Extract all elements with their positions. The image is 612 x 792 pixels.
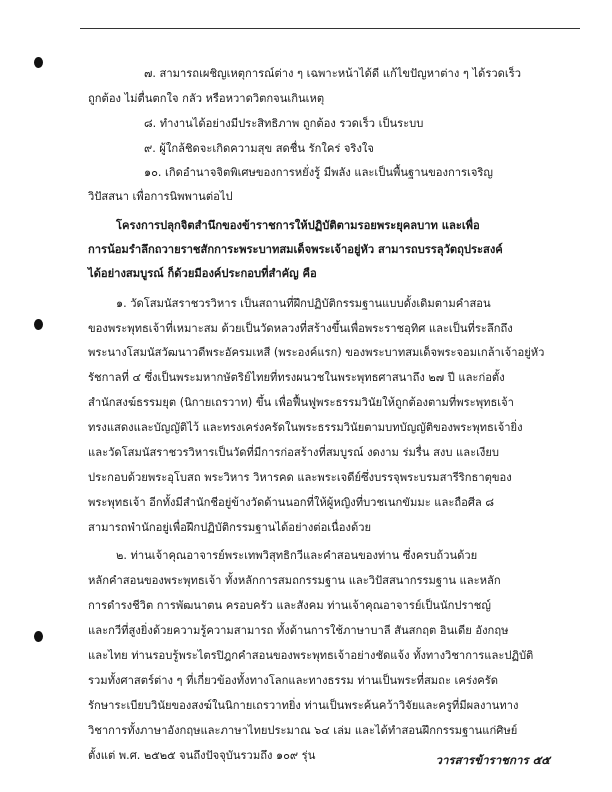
text-line: พระพุทธเจ้า อีกทั้งมีสำนักชีอยู่ข้างวัดด้านนอกที่ให้ผู้หญิงที่บวชเนกขัมมะ และถือศีล ๘ — [88, 496, 494, 509]
punch-hole-top — [34, 57, 43, 68]
bold-heading-line: ได้อย่างสมบูรณ์ ก็ด้วยมีองค์ประกอบที่สำคัญ คือ — [88, 267, 317, 280]
text-line: การดำรงชีวิต การพัฒนาตน ครอบครัว และสังคม ท่านเจ้าคุณอาจารย์เป็นนักปราชญ์ — [88, 599, 491, 612]
punch-hole-bottom — [34, 631, 43, 642]
text-line: ตั้งแต่ พ.ศ. ๒๕๒๕ จนถึงปัจจุบันรวมถึง ๑๐๙ รุ่น — [88, 749, 316, 762]
text-line: และวัดโสมนัสราชวรวิหารเป็นวัดที่มีการก่อสร้างที่สมบูรณ์ งดงาม ร่มรื่น สงบ และเงียบ — [88, 446, 500, 459]
text-line: ถูกต้อง ไม่ตื่นตกใจ กลัว หรือหวาดวิตกจนเกินเหตุ — [88, 92, 325, 105]
text-line: ๒. ท่านเจ้าคุณอาจารย์พระเทพวิสุทธิกวีและคำสอนของท่าน ซึ่งครบถ้วนด้วย — [116, 549, 478, 562]
text-line: ๑. วัดโสมนัสราชวรวิหาร เป็นสถานที่ฝึกปฏิบัติกรรมฐานแบบดั้งเดิมตามคำสอน — [116, 297, 491, 310]
text-line: รัชกาลที่ ๔ ซึ่งเป็นพระมหากษัตริย์ไทยที่ทรงผนวชในพระพุทธศาสนาถึง ๒๗ ปี และก่อตั้ง — [88, 371, 505, 384]
punch-hole-middle — [34, 319, 43, 330]
text-line: ๑๐. เกิดอำนาจจิตพิเศษของการหยั่งรู้ มีพลัง และเป็นพื้นฐานของการเจริญ — [144, 166, 493, 179]
text-line: รักษาระเบียบวินัยของสงฆ์ในนิกายเถรวาทยิ่ง ท่านเป็นพระค้นคว้าวิจัยและครูที่มีผลงานทาง — [88, 699, 519, 712]
text-line: และกวีที่สูงยิ่งด้วยความรู้ความสามารถ ทั้งด้านการใช้ภาษาบาลี สันสกฤต อินเดีย อังกฤษ — [88, 624, 509, 637]
text-line: ประกอบด้วยพระอุโบสถ พระวิหาร วิหารคด และพระเจดีย์ซึ่งบรรจุพระบรมสารีริกธาตุของ — [88, 471, 512, 484]
top-rule — [80, 28, 580, 29]
text-line: ๗. สามารถเผชิญเหตุการณ์ต่าง ๆ เฉพาะหน้าได้ดี แก้ไขปัญหาต่าง ๆ ได้รวดเร็ว — [144, 67, 521, 80]
bold-heading-line: โครงการปลุกจิตสำนึกของข้าราชการให้ปฏิบัติตามรอยพระยุคลบาท และเพื่อ — [116, 219, 480, 232]
text-line: รวมทั้งศาสตร์ต่าง ๆ ที่เกี่ยวข้องทั้งทางโลกและทางธรรม ท่านเป็นพระที่สมถะ เคร่งครัด — [88, 674, 499, 687]
text-line: สำนักสงฆ์ธรรมยุต (นิกายเถรวาท) ขึ้น เพื่อฟื้นฟูพระธรรมวินัยให้ถูกต้องตามที่พระพุทธเจ้า — [88, 396, 514, 409]
footer-journal-page: วารสารข้าราชการ ๕๕ — [435, 753, 550, 767]
text-line: หลักคำสอนของพระพุทธเจ้า ทั้งหลักการสมถกรรมฐาน และวิปัสสนากรรมฐาน และหลัก — [88, 574, 501, 587]
text-line: ๙. ผู้ใกล้ชิดจะเกิดความสุข สดชื่น รักใคร่ จริงใจ — [144, 142, 374, 155]
text-line: พระนางโสมนัสวัฒนาวดีพระอัครมเหสี (พระองค์แรก) ของพระบาทสมเด็จพระจอมเกล้าเจ้าอยู่หัว — [88, 346, 545, 359]
text-line: วิปัสสนา เพื่อการนิพพานต่อไป — [88, 190, 233, 203]
bold-heading-line: การน้อมรำลึกถวายราชสักการะพระบาทสมเด็จพระเจ้าอยู่หัว สามารถบรรลุวัตถุประสงค์ — [88, 243, 503, 256]
text-line: ๘. ทำงานได้อย่างมีประสิทธิภาพ ถูกต้อง รวดเร็ว เป็นระบบ — [144, 117, 424, 130]
text-line: ทรงแสดงและบัญญัติไว้ และทรงเคร่งครัดในพระธรรมวินัยตามบทบัญญัติของพระพุทธเจ้ายิ่ง — [88, 421, 523, 434]
text-line: สามารถพำนักอยู่เพื่อฝึกปฏิบัติกรรมฐานได้อย่างต่อเนื่องด้วย — [88, 521, 372, 534]
text-line: และไทย ท่านรอบรู้พระไตรปิฎกคำสอนของพระพุทธเจ้าอย่างชัดแจ้ง ทั้งทางวิชาการและปฏิบัติ — [88, 649, 534, 662]
text-line: ของพระพุทธเจ้าที่เหมาะสม ด้วยเป็นวัดหลวงที่สร้างขึ้นเพื่อพระราชอุทิศ และเป็นที่ระลึกถึง — [88, 322, 513, 335]
text-line: วิชาการทั้งภาษาอังกฤษและภาษาไทยประมาณ ๖๔ เล่ม และได้ทำสอนฝึกกรรมฐานแก่ศิษย์ — [88, 724, 518, 737]
